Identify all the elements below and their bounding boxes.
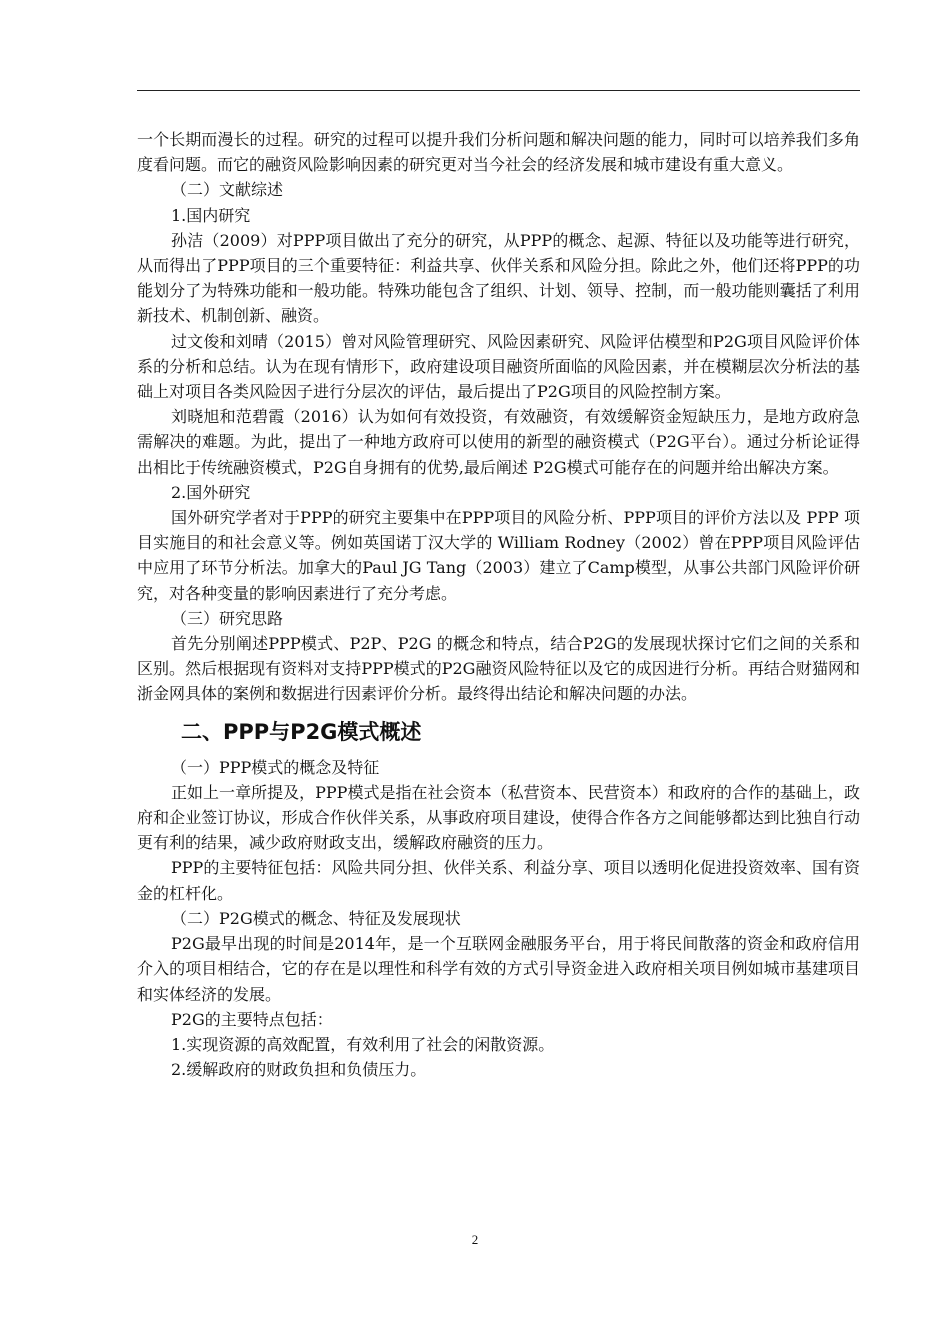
paragraph-sunjie: 孙洁（2009）对PPP项目做出了充分的研究，从PPP的概念、起源、特征以及功能等进行研究，从而得出了PPP项目的三个重要特征：利益共享、伙伴关系和风险分担。除此之外，他们还将PPP的功能划分了为特殊功能和一般功能。特殊功能包含了组织、计划、领导、控制，而一般功能则囊括了利用新技术、机制创新、融资。: [137, 230, 860, 326]
paragraph-foreign: 国外研究学者对于PPP的研究主要集中在PPP项目的风险分析、PPP项目的评价方法以及 PPP 项目实施目的和社会意义等。例如英国诺丁汉大学的 William Rodney（2002）曾在PPP项目风险评估中应用了环节分析法。加拿大的Paul JG Tang（2003）建立了Camp模型，从事公共部门风险评价研究，对各种变量的影响因素进行了充分考虑。: [137, 508, 860, 603]
section-ppp: （一）PPP模式的概念及特征: [171, 757, 380, 777]
subsection-foreign: 2.国外研究: [171, 482, 251, 502]
paragraph-ppp-features: PPP的主要特征包括：风险共同分担、伙伴关系、利益分享、项目以透明化促进投资效率、国有资金的杠杆化。: [137, 858, 860, 903]
list-item: 2.缓解政府的财政负担和负债压力。: [171, 1060, 427, 1080]
section-research-idea: （三）研究思路: [171, 608, 284, 628]
paragraph-p2g-definition: P2G最早出现的时间是2014年，是一个互联网金融服务平台，用于将民间散落的资金和政府信用介入的项目相结合，它的存在是以理性和科学有效的方式引导资金进入政府相关项目例如城市基建项目和实体经济的发展。: [137, 934, 860, 1004]
paragraph-ppp-definition: 正如上一章所提及，PPP模式是指在社会资本（私营资本、民营资本）和政府的合作的基础上，政府和企业签订协议，形成合作伙伴关系，从事政府项目建设，使得合作各方之间能够都达到比独自行动更有利的结果，减少政府财政支出，缓解政府融资的压力。: [137, 782, 860, 853]
paragraph-liu: 刘晓旭和范碧霞（2016）认为如何有效投资，有效融资，有效缓解资金短缺压力，是地方政府急需解决的难题。为此，提出了一种地方政府可以使用的新型的融资模式（P2G平台）。通过分析论证得出相比于传统融资模式，P2G自身拥有的优势,最后阐述 P2G模式可能存在的问题并给出解决方案。: [137, 407, 860, 477]
section-p2g: （二）P2G模式的概念、特征及发展现状: [171, 908, 461, 928]
chapter-heading: 二、PPP与P2G模式概述: [181, 719, 422, 744]
paragraph-intro: 一个长期而漫长的过程。研究的过程可以提升我们分析问题和解决问题的能力，同时可以培养我们多角度看问题。而它的融资风险影响因素的研究更对当今社会的经济发展和城市建设有重大意义。: [137, 130, 860, 175]
page-number: 2: [471, 1232, 479, 1247]
subsection-domestic: 1.国内研究: [171, 205, 251, 225]
paragraph-p2g-features-intro: P2G的主要特点包括：: [171, 1009, 333, 1029]
header-rule: [137, 90, 860, 91]
paragraph-research-idea: 首先分别阐述PPP模式、P2P、P2G 的概念和特点，结合P2G的发展现状探讨它们之间的关系和区别。然后根据现有资料对支持PPP模式的P2G融资风险特征以及它的成因进行分析。再结合财猫网和浙金网具体的案例和数据进行因素评价分析。最终得出结论和解决问题的办法。: [137, 634, 860, 704]
section-literature-review: （二）文献综述: [171, 180, 284, 200]
body-text: [137, 127, 860, 1082]
list-item: 1.实现资源的高效配置，有效利用了社会的闲散资源。: [171, 1034, 555, 1054]
paragraph-guo: 过文俊和刘晴（2015）曾对风险管理研究、风险因素研究、风险评估模型和P2G项目风险评价体系的分析和总结。认为在现有情形下，政府建设项目融资所面临的风险因素，并在模糊层次分析法的基础上对项目各类风险因子进行分层次的评估，最后提出了P2G项目的风险控制方案。: [137, 331, 860, 402]
